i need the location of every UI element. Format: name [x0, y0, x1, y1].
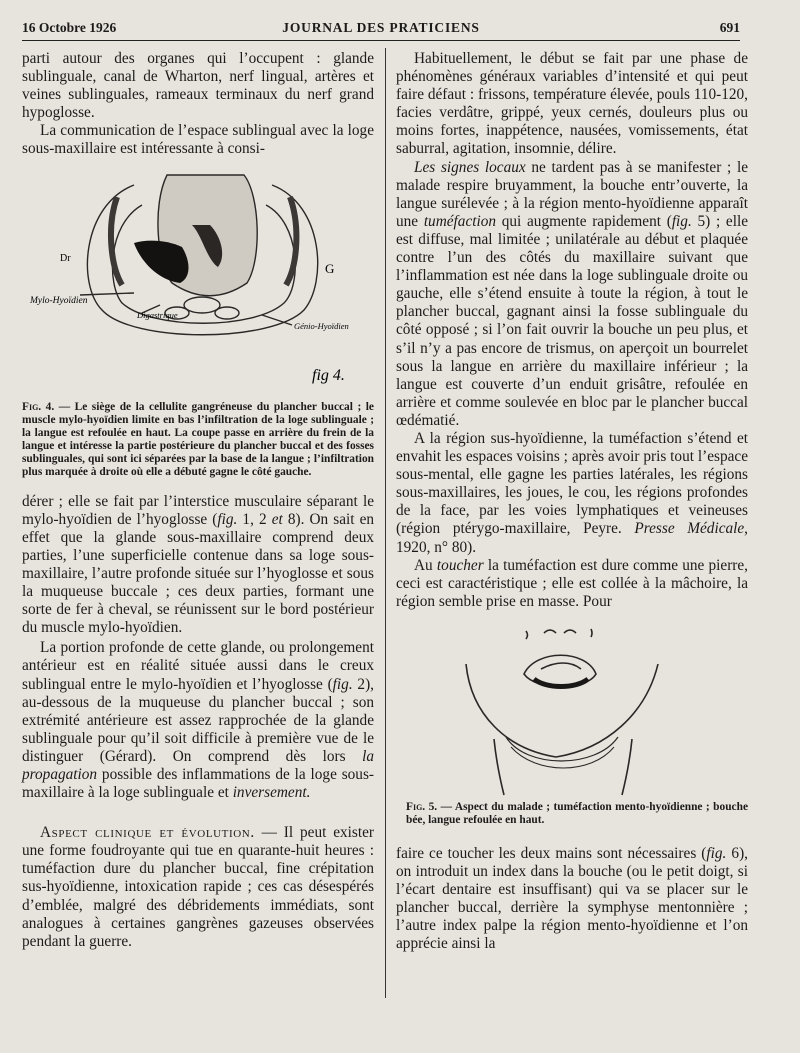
figure-4	[22, 165, 374, 397]
right-paragraph-2: Les signes locaux ne tardent pas à se manifester ; le malade respire bruyamment, la bouche entr’ouverte, la langue surélevée ; à la région mento-hyoïdienne apparaît une tuméfaction qui augmente rapidement (fig. 5) ; elle est diffuse, mal limitée ; unilatérale au début et plaquée contre l’un des côtés du maxillaire suivant que l’inflammation est née dans la loge sublinguale droite ou gauche, elle s’étend ensuite à toute la région, à tout le plancher buccal, gagnant ainsi la fosse sublinguale du côté opposé ; si l’on fait ouvrir la bouche un peu plus, et s’il n’y a pas encore de trismus, on aperçoit un bourrelet sous la langue en arrière du maxillaire inférieur ; la langue est couverte d’un enduit grisâtre, refoulée en arrière et comme soulevée en bloc par le plancher buccal œdématié.	[396, 158, 749, 429]
header-journal-title: JOURNAL DES PRATICIENS	[282, 20, 480, 35]
figure-4-label-g: G	[325, 260, 335, 276]
right-paragraph-1: Habituellement, le début se fait par une phase de phénomènes généraux variables d’intensité et qui peut faire défaut : frissons, température élevée, pouls 110-120, facies verdâtre, grippé, yeux cernés, douleurs plus ou moins fortes, inappétence, nausées, vomissements, état saburral, agitation, insomnie, délire.	[396, 50, 748, 158]
figure-4-label-genio: Génio-Hyoïdien	[294, 320, 349, 331]
header-date: 16 Octobre 1926	[22, 20, 117, 35]
figure-5-caption	[396, 801, 748, 827]
figure-5-caption-text: — Aspect du malade ; tuméfaction mento-hyoïdienne ; bouche bée, langue refoulée en haut.	[406, 800, 748, 826]
figure-4-drawing	[22, 165, 374, 397]
figure-4-label-mylo: Mylo-Hyoïdien	[30, 295, 88, 306]
left-paragraph-2: La communication de l’espace sublingual avec la loge sous-maxillaire est intéressante à consi-	[22, 122, 374, 158]
right-column	[396, 50, 748, 953]
right-paragraph-5: faire ce toucher les deux mains sont nécessaires (fig. 6), on introduit un index dans la bouche (ou le petit doigt, si l’écart dentaire est insuffisant) qui va se placer sur le plancher buccal, derrière la symphyse mentonnière ; l’autre index palpe la région mento-hyoïdienne et l’on apprécie ainsi la	[396, 844, 748, 953]
figure-4-caption	[22, 401, 374, 479]
figure-5-drawing	[396, 619, 748, 799]
figure-5-caption-number: Fig. 5.	[406, 800, 438, 813]
figure-5	[396, 619, 748, 799]
left-paragraph-1: parti autour des organes qui l’occupent : glande sublinguale, canal de Wharton, nerf lingual, artères et veines sublinguales, rameaux terminaux du nerf grand hypoglosse.	[22, 50, 374, 122]
figure-4-label-digastrique: Digastrique	[137, 309, 178, 320]
right-paragraph-3: A la région sus-hyoïdienne, la tuméfaction s’étend et envahit les espaces voisins ; après avoir pris tout l’espace sous-mental, elle gagne les parties latérales, les régions sous-maxillaires, les joues, le cou, les régions profondes de la face, par les voies lymphatiques et veineuses (région ptérygo-maxillaire, Peyre. Presse Médicale, 1920, n° 80).	[396, 429, 748, 556]
column-divider	[385, 48, 386, 998]
right-paragraph-4: Au toucher la tuméfaction est dure comme une pierre, ceci est caractéristique ; elle est collée à la mâchoire, la région semble prise en masse. Pour	[396, 556, 749, 610]
figure-4-signature: fig 4.	[312, 366, 345, 384]
figure-4-caption-number: Fig. 4.	[22, 400, 55, 413]
left-paragraph-4: La portion profonde de cette glande, ou prolongement antérieur est en réalité située aussi dans le creux sublingual entre le mylo-hyoïdien et l’hyoglosse (fig. 2), au-dessous de la muqueuse du plancher buccal ; son extrémité antérieure est assez rapprochée de la glande sublinguale pour qu’il soit difficile à première vue de le distinguer (Gérard). On comprend dès lors la propagation possible des inflammations de la loge sous-maxillaire à la loge sublinguale et inversement.	[22, 639, 374, 802]
figure-4-caption-text: — Le siège de la cellulite gangréneuse du plancher buccal ; le muscle mylo-hyoïdien limite en bas l’infiltration de la loge sublinguale ; la langue est refoulée en haut. La coupe passe en arrière du frein de la langue et intéresse la partie postérieure du plancher buccal et des fosses sublinguales, qui sont ici séparées par la base de la langue ; l’infiltration plus marquée à droite où elle a débuté gagne le côté gauche.	[22, 400, 374, 478]
header-rule	[22, 40, 740, 41]
header-page-number: 691	[719, 20, 740, 35]
left-paragraph-5: Aspect clinique et évolution. — Il peut exister une forme foudroyante qui tue en quarante-huit heures : tuméfaction dure du plancher buccal, fine crépitation sus-hyoïdienne, intoxication rapide ; ces cas désespérés d’emblée, malgré des débridements immédiats, sont analogues à certaines gangrènes gazeuses observées pendant la guerre.	[22, 824, 374, 950]
left-paragraph-3: dérer ; elle se fait par l’interstice musculaire séparant le mylo-hyoïdien de l’hyoglosse (fig. 1, 2 et 8). On sait en effet que la glande sous-maxillaire comprend deux parties, l’une superficielle contenue dans sa loge sous-maxillaire, l’autre profonde située sur l’hyoglosse et sous la muqueuse buccale ; ces deux parties, formant une sorte de fer à cheval, se réunissent sur le bord postérieur du muscle mylo-hyoïdien.	[22, 492, 375, 637]
figure-4-label-dr: Dr	[60, 252, 71, 264]
section-heading-aspect: Aspect clinique et évolution.	[40, 824, 255, 842]
left-column	[22, 50, 374, 951]
running-header	[22, 18, 740, 38]
